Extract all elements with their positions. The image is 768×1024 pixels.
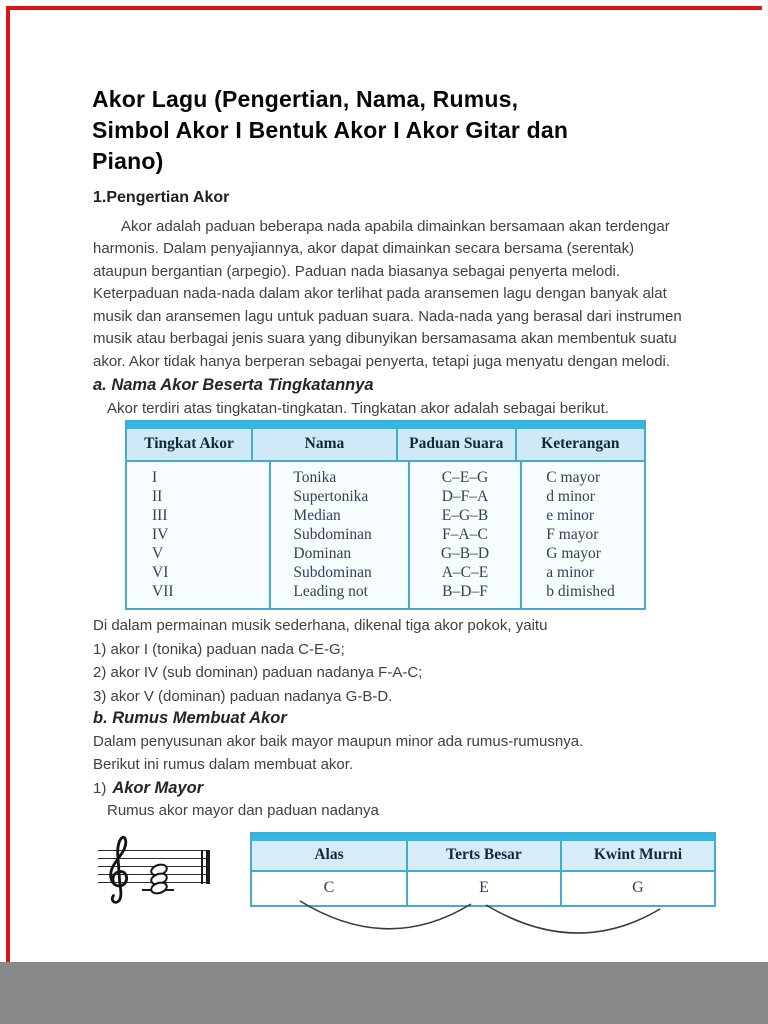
table-cell: Subdominan bbox=[293, 526, 372, 543]
table-cell: e minor bbox=[546, 507, 595, 524]
akor-mayor-header-row bbox=[252, 841, 714, 872]
column-header: Terts Besar bbox=[406, 841, 560, 870]
list-item: 3) akor V (dominan) paduan nadanya G-B-D. bbox=[93, 688, 393, 705]
akor-mayor-caption: Rumus akor mayor dan paduan nadanya bbox=[107, 802, 379, 819]
paragraph-line: musik dan aransemen lagu untuk paduan suara. Nada-nada yang berasal dari instrumen bbox=[93, 308, 682, 325]
table-cell: G–B–D bbox=[440, 545, 490, 562]
akor-pokok-intro: Di dalam permainan musik sederhana, dikenal tiga akor pokok, yaitu bbox=[93, 617, 548, 634]
table-cell: B–D–F bbox=[442, 583, 488, 600]
akor-mayor-table bbox=[250, 832, 716, 907]
table-cell: Subdominan bbox=[293, 564, 372, 581]
subsection-heading: Akor Mayor bbox=[112, 779, 204, 797]
treble-clef-icon bbox=[99, 830, 135, 908]
list-item: 1) akor I (tonika) paduan nada C-E-G; bbox=[93, 641, 345, 658]
table-cell: G mayor bbox=[546, 545, 601, 562]
table-cell: Supertonika bbox=[293, 488, 369, 505]
table-cell: C mayor bbox=[546, 469, 601, 486]
title-line: Piano) bbox=[92, 148, 164, 174]
column-keterangan bbox=[520, 462, 644, 608]
footer-strip bbox=[0, 962, 768, 1024]
column-header: Keterangan bbox=[515, 429, 644, 460]
tingkatan-table bbox=[125, 420, 646, 610]
title-line: Akor Lagu (Pengertian, Nama, Rumus, bbox=[92, 86, 519, 112]
table-cell: Tonika bbox=[293, 469, 337, 486]
barline-thin bbox=[201, 850, 203, 884]
red-border-left bbox=[6, 6, 10, 1006]
rumus-line: Berikut ini rumus dalam membuat akor. bbox=[93, 756, 354, 773]
table-cell: G bbox=[560, 872, 714, 905]
table-cell: F–A–C bbox=[442, 526, 488, 543]
table-cell: E–G–B bbox=[441, 507, 489, 524]
list-item: 2) akor IV (sub dominan) paduan nadanya F-A-C; bbox=[93, 664, 423, 681]
table-cell: Median bbox=[293, 507, 341, 524]
column-header: Alas bbox=[314, 846, 344, 863]
red-border-top bbox=[6, 6, 762, 10]
paragraph-line: Akor adalah paduan beberapa nada apabila dimainkan bersamaan akan terdengar bbox=[121, 218, 670, 235]
table-cell: C bbox=[323, 879, 335, 896]
paragraph-line: harmonis. Dalam penyajiannya, akor dapat dimainkan secara bersama (serentak) bbox=[93, 240, 635, 257]
table-cell: b dimished bbox=[546, 583, 615, 600]
table-cell: E bbox=[406, 872, 560, 905]
page-title bbox=[92, 84, 722, 177]
table-accent-strip bbox=[127, 422, 644, 429]
title-line: Simbol Akor I Bentuk Akor I Akor Gitar dan bbox=[92, 117, 569, 143]
table-cell: Leading not bbox=[293, 583, 368, 600]
column-header: Nama bbox=[251, 429, 396, 460]
table-cell: IV bbox=[152, 526, 169, 543]
table-cell: Dominan bbox=[293, 545, 352, 562]
table-cell: II bbox=[152, 488, 163, 505]
nama-akor-intro: Akor terdiri atas tingkatan-tingkatan. Tingkatan akor adalah sebagai berikut. bbox=[107, 400, 609, 417]
interval-arcs bbox=[288, 897, 683, 945]
table-cell: C–E–G bbox=[441, 469, 489, 486]
table-cell: VII bbox=[152, 583, 174, 600]
table-cell: A–C–E bbox=[441, 564, 489, 581]
table-cell: F mayor bbox=[546, 526, 599, 543]
table-cell: I bbox=[152, 469, 158, 486]
table-cell: VI bbox=[152, 564, 169, 581]
subsection-number: 1) bbox=[93, 780, 107, 797]
column-tingkat bbox=[127, 462, 269, 608]
tingkatan-table-header-row bbox=[127, 429, 644, 462]
subsection-akor-mayor bbox=[93, 779, 203, 798]
table-cell: d minor bbox=[546, 488, 595, 505]
paragraph-line: ataupun bergantian (arpegio). Paduan nada biasanya sebagai penyerta melodi. bbox=[93, 263, 621, 280]
column-paduan-suara bbox=[408, 462, 521, 608]
column-nama bbox=[269, 462, 407, 608]
column-header: Kwint Murni bbox=[560, 841, 714, 870]
paragraph-line: musik atau berbagai jenis suara yang dibunyikan bersamasama akan membentuk suatu bbox=[93, 330, 677, 347]
section-heading-pengertian: 1.Pengertian Akor bbox=[93, 189, 230, 206]
rumus-line: Dalam penyusunan akor baik mayor maupun minor ada rumus-rumusnya. bbox=[93, 733, 584, 750]
table-cell: a minor bbox=[546, 564, 595, 581]
column-header: Paduan Suara bbox=[396, 429, 515, 460]
section-heading-rumus: b. Rumus Membuat Akor bbox=[93, 709, 287, 727]
barline-thick bbox=[206, 850, 210, 884]
tingkatan-table-body bbox=[127, 462, 644, 608]
paragraph-line: Keterpaduan nada-nada dalam akor terlihat pada aransemen lagu dengan banyak alat bbox=[93, 285, 667, 302]
table-accent-strip bbox=[252, 834, 714, 841]
table-cell: III bbox=[152, 507, 168, 524]
column-header: Tingkat Akor bbox=[144, 435, 234, 452]
table-cell: V bbox=[152, 545, 164, 562]
paragraph-line: akor. Akor tidak hanya berperan sebagai penyerta, tetapi juga menyatu dengan melodi. bbox=[93, 353, 671, 370]
table-cell: D–F–A bbox=[441, 488, 489, 505]
section-heading-nama-akor: a. Nama Akor Beserta Tingkatannya bbox=[93, 376, 374, 394]
